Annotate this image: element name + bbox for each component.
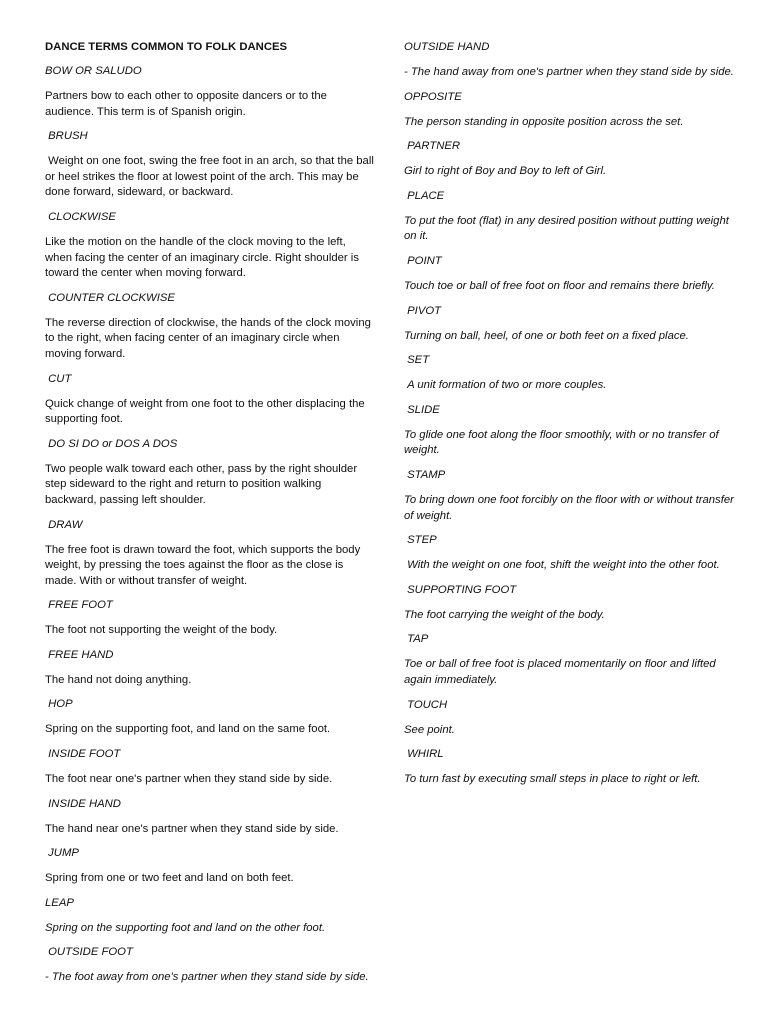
term-definition: With the weight on one foot, shift the weight into the other foot. [404, 559, 720, 572]
term-heading: FREE HAND [45, 648, 114, 661]
term-heading: WHIRL [404, 748, 444, 761]
term-heading: INSIDE HAND [45, 797, 121, 810]
term-heading: OUTSIDE FOOT [45, 946, 133, 959]
term-definition: The person standing in opposite position across the set. [404, 115, 684, 128]
term-definition: Like the motion on the handle of the clock moving to the left, when facing the center of an imaginary circle. Right shoulder is toward the center when moving forward. [45, 235, 363, 280]
term-definition: The foot carrying the weight of the body. [404, 608, 605, 621]
term-heading: TAP [404, 633, 429, 646]
term-definition: - The foot away from one's partner when they stand side by side. [45, 971, 369, 984]
term-heading: BRUSH [45, 130, 88, 143]
term-heading: DRAW [45, 518, 83, 531]
term-definition: Weight on one foot, swing the free foot in an arch, so that the ball or heel strikes the floor at lowest point of the arch. This may be done forward, sideward, or backward. [45, 155, 378, 199]
term-definition: - The hand away from one's partner when they stand side by side. [404, 66, 734, 78]
term-definition: Spring from one or two feet and land on both feet. [45, 872, 294, 885]
term-heading: SLIDE [404, 403, 440, 416]
term-definition: To bring down one foot forcibly on the floor with or without transfer of weight. [404, 493, 738, 522]
term-definition: To put the foot (flat) in any desired position without putting weight on it. [404, 214, 733, 243]
term-heading: PLACE [404, 189, 445, 202]
term-heading: CLOCKWISE [45, 210, 116, 223]
term-definition: To turn fast by executing small steps in place to right or left. [404, 773, 701, 786]
term-heading: OUTSIDE HAND [404, 41, 490, 53]
term-heading: LEAP [45, 896, 74, 909]
term-definition: Two people walk toward each other, pass by the right shoulder step sideward to the right and return to position walking backward, passing left shoulder. [45, 462, 361, 506]
term-definition: A unit formation of two or more couples. [404, 379, 607, 392]
term-definition: Partners bow to each other to opposite dancers or to the audience. This term is of Spanish origin. [45, 90, 331, 118]
term-definition: See point. [404, 723, 455, 736]
term-heading: FREE FOOT [45, 599, 113, 612]
term-definition: Turning on ball, heel, of one or both feet on a fixed place. [404, 329, 689, 342]
term-heading: BOW OR SALUDO [45, 65, 142, 77]
term-heading: OPPOSITE [404, 90, 462, 103]
term-definition: The free foot is drawn toward the foot, which supports the body weight, by pressing the toes against the floor as the close is made. With or without transfer of weight. [45, 543, 364, 587]
term-definition: Spring on the supporting foot, and land on the same foot. [45, 723, 331, 736]
term-definition: Quick change of weight from one foot to the other displacing the supporting foot. [45, 397, 368, 426]
term-definition: The hand near one's partner when they stand side by side. [45, 822, 339, 835]
term-heading: INSIDE FOOT [45, 748, 121, 761]
term-heading: TOUCH [404, 698, 448, 711]
term-heading: POINT [404, 254, 442, 267]
term-heading: STAMP [404, 468, 446, 481]
term-heading: PIVOT [404, 304, 442, 317]
right-entries [404, 40, 742, 788]
term-heading: SUPPORTING FOOT [404, 583, 517, 596]
term-heading: JUMP [45, 847, 79, 860]
term-heading: STEP [404, 534, 437, 547]
term-heading: DO SI DO or DOS A DOS [45, 437, 178, 450]
term-definition: Girl to right of Boy and Boy to left of Girl. [404, 165, 607, 178]
left-entries [45, 64, 378, 986]
term-heading: PARTNER [404, 140, 461, 153]
term-definition: Toe or ball of free foot is placed momentarily on floor and lifted again immediately. [404, 658, 719, 686]
term-definition: Spring on the supporting foot and land on the other foot. [45, 921, 326, 934]
term-definition: The foot near one's partner when they stand side by side. [45, 773, 333, 786]
term-definition: The reverse direction of clockwise, the hands of the clock moving to the right, when facing center of an imaginary circle when moving forward. [45, 316, 375, 360]
term-heading: CUT [45, 372, 72, 385]
term-definition: To glide one foot along the floor smoothly, with or no transfer of weight. [404, 428, 722, 457]
term-definition: The hand not doing anything. [45, 673, 192, 686]
term-definition: Touch toe or ball of free foot on floor and remains there briefly. [404, 279, 715, 292]
term-heading: HOP [45, 698, 73, 711]
term-heading: COUNTER CLOCKWISE [45, 291, 175, 304]
left-column [45, 40, 378, 995]
right-column [404, 40, 742, 797]
term-definition: The foot not supporting the weight of the body. [45, 624, 278, 637]
term-heading: SET [404, 354, 430, 367]
document-title: DANCE TERMS COMMON TO FOLK DANCES [45, 41, 288, 53]
